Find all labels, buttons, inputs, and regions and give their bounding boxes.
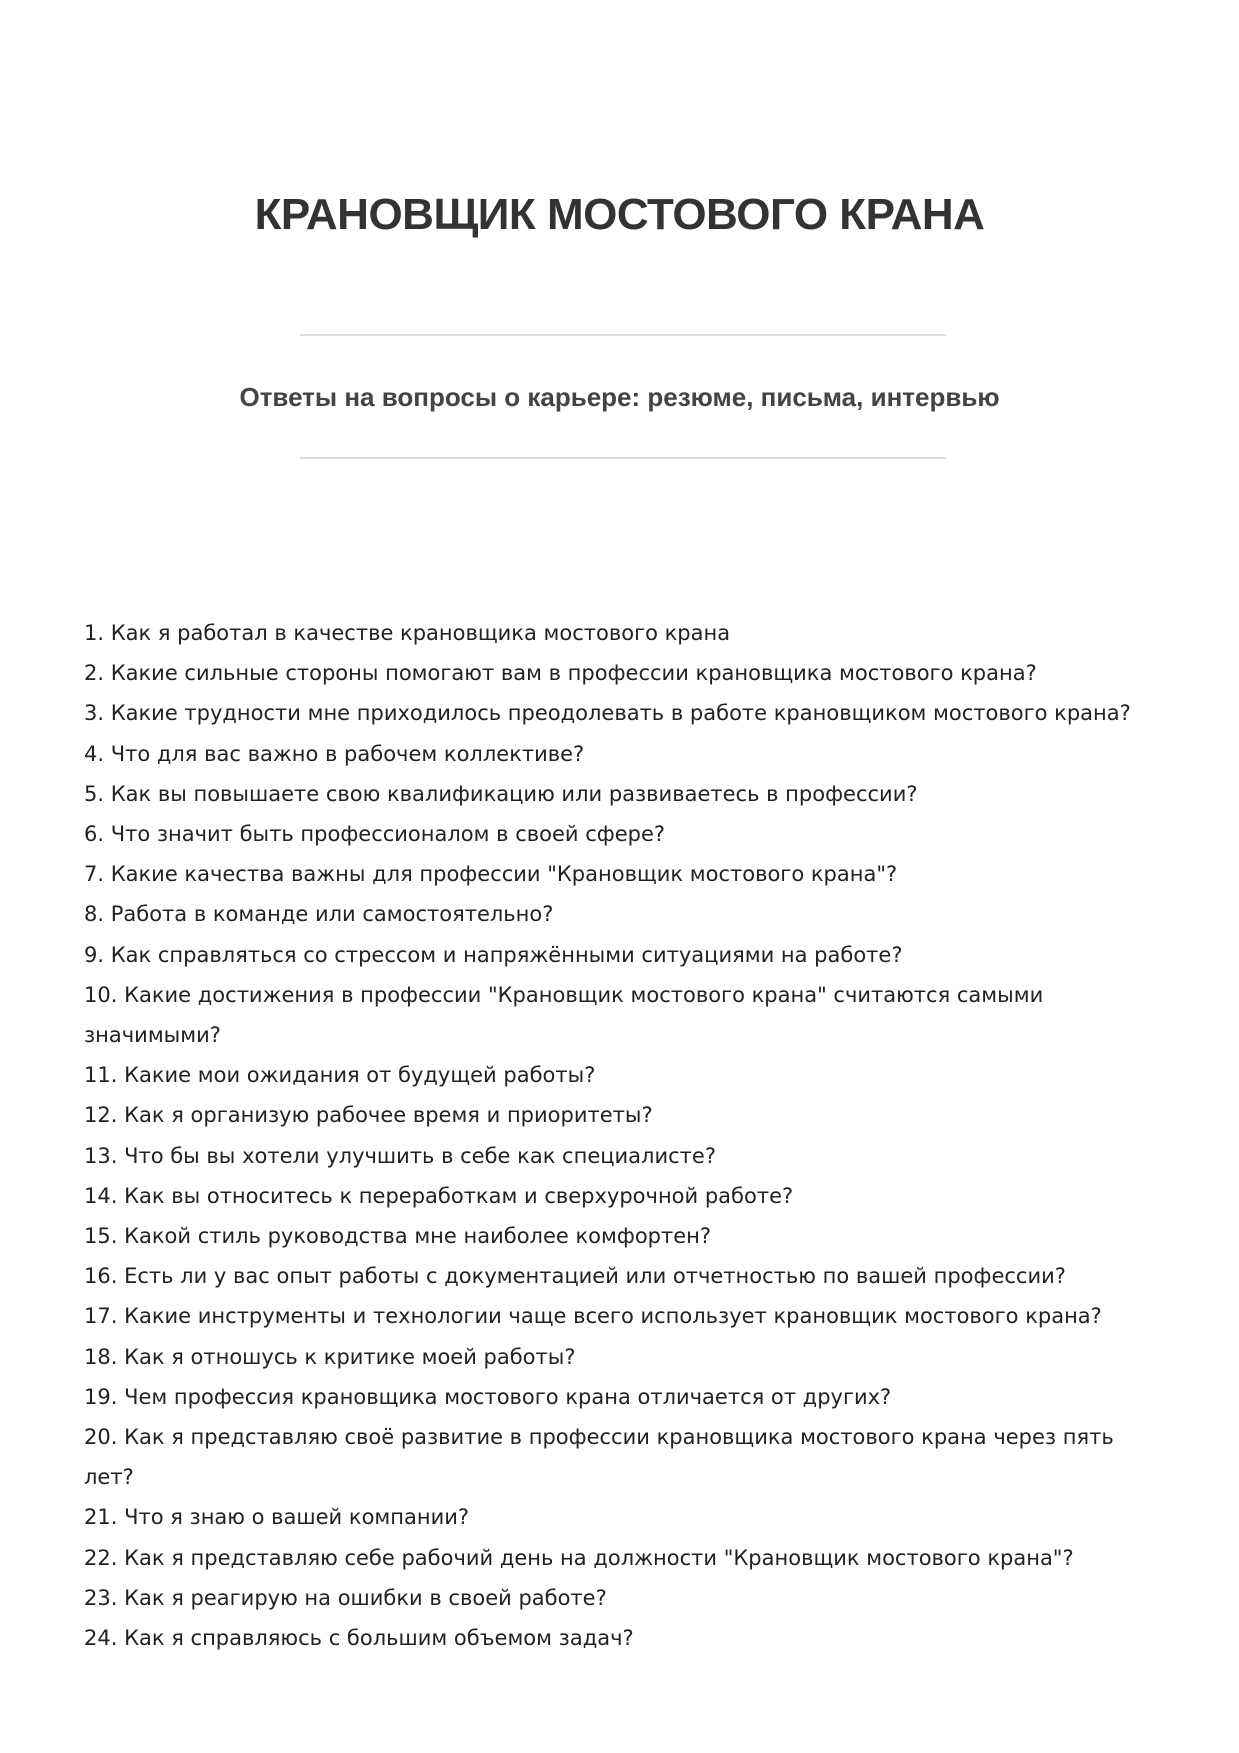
divider-top	[300, 334, 946, 336]
page-subtitle: Ответы на вопросы о карьере: резюме, письма, интервью	[239, 382, 1000, 412]
divider-bottom	[300, 457, 946, 459]
question-item: 16. Есть ли у вас опыт работы с документацией или отчетностью по вашей профессии?	[84, 1264, 1066, 1289]
question-item: 19. Чем профессия крановщика мостового крана отличается от других?	[84, 1384, 892, 1409]
question-item: 1. Как я работал в качестве крановщика мостового крана	[84, 621, 731, 645]
question-item: 13. Что бы вы хотели улучшить в себе как специалисте?	[84, 1143, 716, 1168]
question-item: 17. Какие инструменты и технологии чаще всего использует крановщик мостового крана?	[84, 1304, 1102, 1329]
question-item: 3. Какие трудности мне приходилось преодолевать в работе крановщиком мостового крана?	[84, 701, 1131, 726]
question-item: 15. Какой стиль руководства мне наиболее комфортен?	[84, 1224, 712, 1249]
question-item: 21. Что я знаю о вашей компании?	[84, 1505, 470, 1530]
question-item: 10. Какие достижения в профессии "Крановщик мостового крана" считаются самыми значимыми?	[84, 982, 1044, 1048]
question-item: 5. Как вы повышаете свою квалификацию или развиваетесь в профессии?	[84, 781, 918, 806]
question-item: 6. Что значит быть профессионалом в своей сфере?	[84, 822, 666, 847]
question-item: 11. Какие мои ожидания от будущей работы?	[84, 1063, 596, 1088]
question-item: 4. Что для вас важно в рабочем коллективе?	[84, 741, 585, 766]
question-item: 7. Какие качества важны для профессии "Крановщик мостового крана"?	[84, 862, 898, 887]
question-item: 14. Как вы относитесь к переработкам и сверхурочной работе?	[84, 1183, 794, 1208]
page-title: КРАНОВЩИК МОСТОВОГО КРАНА	[254, 190, 985, 239]
question-item: 12. Как я организую рабочее время и приоритеты?	[84, 1103, 653, 1128]
question-item: 2. Какие сильные стороны помогают вам в профессии крановщика мостового крана?	[84, 661, 1037, 686]
question-item: 22. Как я представляю себе рабочий день на должности "Крановщик мостового крана"?	[84, 1545, 1074, 1570]
question-item: 24. Как я справляюсь с большим объемом задач?	[84, 1626, 634, 1651]
question-item: 20. Как я представляю своё развитие в профессии крановщика мостового крана через пять лет?	[84, 1425, 1114, 1490]
questions-list	[84, 613, 1164, 1658]
question-item: 23. Как я реагирую на ошибки в своей работе?	[84, 1585, 607, 1610]
question-item: 8. Работа в команде или самостоятельно?	[84, 902, 554, 927]
question-item: 18. Как я отношусь к критике моей работы?	[84, 1344, 576, 1369]
question-item: 9. Как справляться со стрессом и напряжёнными ситуациями на работе?	[84, 942, 903, 967]
